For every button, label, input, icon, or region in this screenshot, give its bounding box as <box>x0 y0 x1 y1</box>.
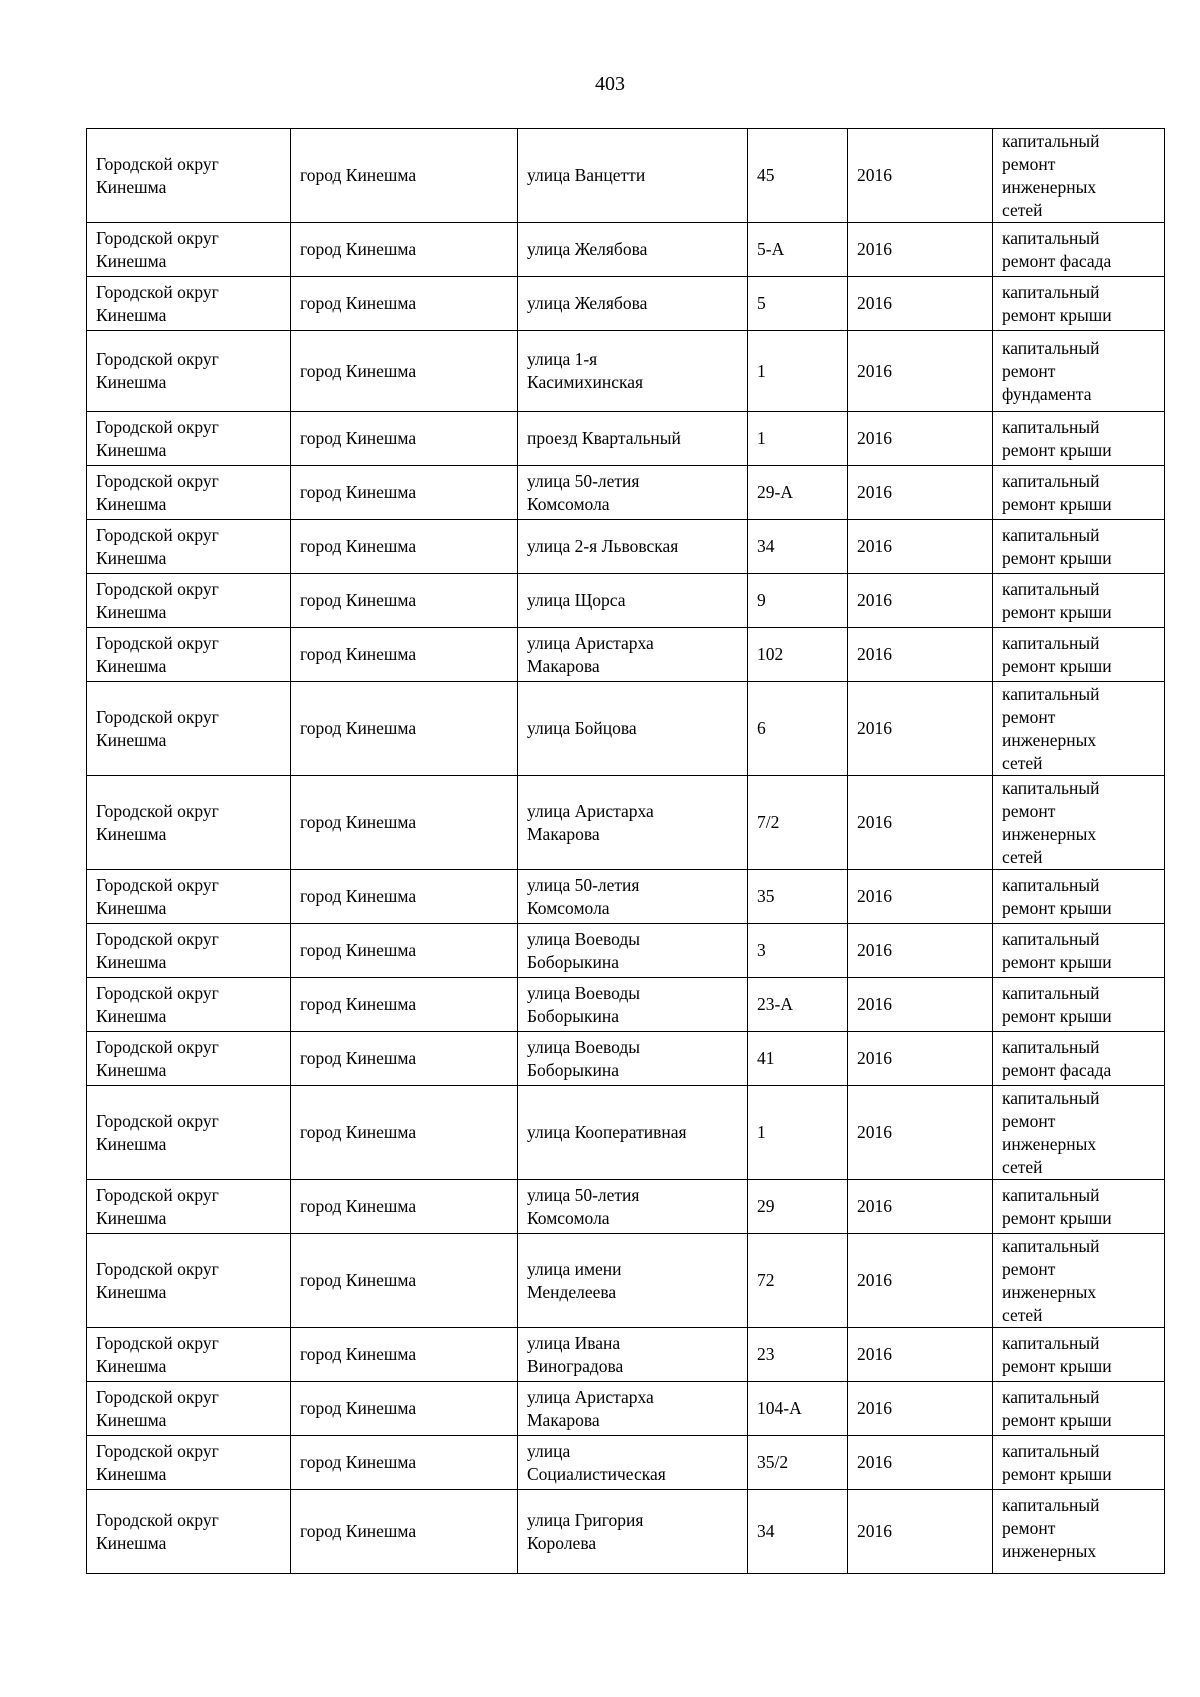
work-type-cell: капитальный ремонт крыши <box>993 574 1165 628</box>
year-cell: 2016 <box>848 1436 993 1490</box>
year-cell: 2016 <box>848 870 993 924</box>
table-row <box>87 1086 1165 1180</box>
settlement-cell: город Кинешма <box>291 628 518 682</box>
work-type-cell: капитальный ремонт крыши <box>993 1436 1165 1490</box>
house-number-cell: 1 <box>748 412 848 466</box>
house-number-cell: 23 <box>748 1328 848 1382</box>
work-type-cell: капитальный ремонт инженерных сетей <box>993 776 1165 870</box>
settlement-cell: город Кинешма <box>291 978 518 1032</box>
work-type-cell: капитальный ремонт крыши <box>993 412 1165 466</box>
year-cell: 2016 <box>848 1382 993 1436</box>
settlement-cell: город Кинешма <box>291 1086 518 1180</box>
table-row <box>87 223 1165 277</box>
year-cell: 2016 <box>848 466 993 520</box>
year-cell: 2016 <box>848 412 993 466</box>
table-row <box>87 776 1165 870</box>
work-type-cell: капитальный ремонт крыши <box>993 1180 1165 1234</box>
table-row <box>87 1180 1165 1234</box>
work-type-cell: капитальный ремонт крыши <box>993 1382 1165 1436</box>
settlement-cell: город Кинешма <box>291 1180 518 1234</box>
street-cell: улица Григория Королева <box>518 1490 748 1574</box>
year-cell: 2016 <box>848 331 993 412</box>
year-cell: 2016 <box>848 1086 993 1180</box>
work-type-cell: капитальный ремонт инженерных сетей <box>993 682 1165 776</box>
settlement-cell: город Кинешма <box>291 1032 518 1086</box>
street-cell: улица Щорса <box>518 574 748 628</box>
settlement-cell: город Кинешма <box>291 924 518 978</box>
house-number-cell: 23-А <box>748 978 848 1032</box>
work-type-cell: капитальный ремонт инженерных сетей <box>993 129 1165 223</box>
municipality-cell: Городской округ Кинешма <box>87 1382 291 1436</box>
street-cell: улица Воеводы Боборыкина <box>518 1032 748 1086</box>
settlement-cell: город Кинешма <box>291 776 518 870</box>
table-row <box>87 978 1165 1032</box>
municipality-cell: Городской округ Кинешма <box>87 1086 291 1180</box>
settlement-cell: город Кинешма <box>291 1328 518 1382</box>
house-number-cell: 6 <box>748 682 848 776</box>
municipality-cell: Городской округ Кинешма <box>87 628 291 682</box>
street-cell: улица Желябова <box>518 277 748 331</box>
work-type-cell: капитальный ремонт крыши <box>993 870 1165 924</box>
table-row <box>87 1382 1165 1436</box>
year-cell: 2016 <box>848 277 993 331</box>
table-row <box>87 1490 1165 1574</box>
municipality-cell: Городской округ Кинешма <box>87 776 291 870</box>
municipality-cell: Городской округ Кинешма <box>87 1328 291 1382</box>
settlement-cell: город Кинешма <box>291 1436 518 1490</box>
house-number-cell: 104-А <box>748 1382 848 1436</box>
street-cell: улица 1-я Касимихинская <box>518 331 748 412</box>
settlement-cell: город Кинешма <box>291 520 518 574</box>
settlement-cell: город Кинешма <box>291 682 518 776</box>
table-row <box>87 1032 1165 1086</box>
municipality-cell: Городской округ Кинешма <box>87 331 291 412</box>
house-number-cell: 9 <box>748 574 848 628</box>
table-row <box>87 412 1165 466</box>
table-row <box>87 870 1165 924</box>
street-cell: улица Аристарха Макарова <box>518 776 748 870</box>
settlement-cell: город Кинешма <box>291 223 518 277</box>
street-cell: улица Ивана Виноградова <box>518 1328 748 1382</box>
municipality-cell: Городской округ Кинешма <box>87 466 291 520</box>
table-row <box>87 574 1165 628</box>
house-number-cell: 34 <box>748 520 848 574</box>
municipality-cell: Городской округ Кинешма <box>87 870 291 924</box>
work-type-cell: капитальный ремонт крыши <box>993 628 1165 682</box>
table-row <box>87 1436 1165 1490</box>
municipality-cell: Городской округ Кинешма <box>87 1032 291 1086</box>
table-row <box>87 466 1165 520</box>
table-row <box>87 1234 1165 1328</box>
municipality-cell: Городской округ Кинешма <box>87 1436 291 1490</box>
year-cell: 2016 <box>848 1234 993 1328</box>
house-number-cell: 29-А <box>748 466 848 520</box>
table-row <box>87 277 1165 331</box>
house-number-cell: 41 <box>748 1032 848 1086</box>
municipality-cell: Городской округ Кинешма <box>87 1180 291 1234</box>
house-number-cell: 35 <box>748 870 848 924</box>
house-number-cell: 7/2 <box>748 776 848 870</box>
street-cell: улица 50-летия Комсомола <box>518 870 748 924</box>
year-cell: 2016 <box>848 574 993 628</box>
street-cell: улица Ванцетти <box>518 129 748 223</box>
work-type-cell: капитальный ремонт крыши <box>993 520 1165 574</box>
year-cell: 2016 <box>848 1490 993 1574</box>
house-number-cell: 45 <box>748 129 848 223</box>
year-cell: 2016 <box>848 129 993 223</box>
year-cell: 2016 <box>848 628 993 682</box>
housing-repair-table <box>86 128 1165 1574</box>
municipality-cell: Городской округ Кинешма <box>87 277 291 331</box>
house-number-cell: 35/2 <box>748 1436 848 1490</box>
work-type-cell: капитальный ремонт крыши <box>993 924 1165 978</box>
work-type-cell: капитальный ремонт крыши <box>993 978 1165 1032</box>
street-cell: улица Воеводы Боборыкина <box>518 978 748 1032</box>
work-type-cell: капитальный ремонт инженерных сетей <box>993 1234 1165 1328</box>
settlement-cell: город Кинешма <box>291 331 518 412</box>
table-row <box>87 520 1165 574</box>
municipality-cell: Городской округ Кинешма <box>87 520 291 574</box>
municipality-cell: Городской округ Кинешма <box>87 412 291 466</box>
house-number-cell: 29 <box>748 1180 848 1234</box>
house-number-cell: 1 <box>748 1086 848 1180</box>
year-cell: 2016 <box>848 520 993 574</box>
settlement-cell: город Кинешма <box>291 277 518 331</box>
street-cell: проезд Квартальный <box>518 412 748 466</box>
table-row <box>87 924 1165 978</box>
house-number-cell: 1 <box>748 331 848 412</box>
street-cell: улица Бойцова <box>518 682 748 776</box>
house-number-cell: 34 <box>748 1490 848 1574</box>
settlement-cell: город Кинешма <box>291 129 518 223</box>
house-number-cell: 5 <box>748 277 848 331</box>
year-cell: 2016 <box>848 1032 993 1086</box>
settlement-cell: город Кинешма <box>291 412 518 466</box>
table-row <box>87 1328 1165 1382</box>
municipality-cell: Городской округ Кинешма <box>87 223 291 277</box>
table-row <box>87 129 1165 223</box>
street-cell: улица имени Менделеева <box>518 1234 748 1328</box>
street-cell: улица Аристарха Макарова <box>518 628 748 682</box>
work-type-cell: капитальный ремонт крыши <box>993 466 1165 520</box>
work-type-cell: капитальный ремонт крыши <box>993 277 1165 331</box>
year-cell: 2016 <box>848 924 993 978</box>
year-cell: 2016 <box>848 223 993 277</box>
street-cell: улица 2-я Львовская <box>518 520 748 574</box>
work-type-cell: капитальный ремонт инженерных <box>993 1490 1165 1574</box>
work-type-cell: капитальный ремонт фасада <box>993 223 1165 277</box>
municipality-cell: Городской округ Кинешма <box>87 924 291 978</box>
municipality-cell: Городской округ Кинешма <box>87 1234 291 1328</box>
house-number-cell: 72 <box>748 1234 848 1328</box>
year-cell: 2016 <box>848 1328 993 1382</box>
house-number-cell: 102 <box>748 628 848 682</box>
settlement-cell: город Кинешма <box>291 466 518 520</box>
work-type-cell: капитальный ремонт крыши <box>993 1328 1165 1382</box>
page-number: 403 <box>595 73 625 95</box>
municipality-cell: Городской округ Кинешма <box>87 978 291 1032</box>
street-cell: улица Воеводы Боборыкина <box>518 924 748 978</box>
year-cell: 2016 <box>848 682 993 776</box>
settlement-cell: город Кинешма <box>291 1382 518 1436</box>
street-cell: улица 50-летия Комсомола <box>518 466 748 520</box>
table-row <box>87 628 1165 682</box>
street-cell: улица Желябова <box>518 223 748 277</box>
settlement-cell: город Кинешма <box>291 870 518 924</box>
street-cell: улица Социалистическая <box>518 1436 748 1490</box>
work-type-cell: капитальный ремонт фундамента <box>993 331 1165 412</box>
house-number-cell: 3 <box>748 924 848 978</box>
work-type-cell: капитальный ремонт фасада <box>993 1032 1165 1086</box>
municipality-cell: Городской округ Кинешма <box>87 574 291 628</box>
table-row <box>87 331 1165 412</box>
settlement-cell: город Кинешма <box>291 574 518 628</box>
street-cell: улица 50-летия Комсомола <box>518 1180 748 1234</box>
year-cell: 2016 <box>848 776 993 870</box>
table-row <box>87 682 1165 776</box>
year-cell: 2016 <box>848 1180 993 1234</box>
settlement-cell: город Кинешма <box>291 1234 518 1328</box>
municipality-cell: Городской округ Кинешма <box>87 129 291 223</box>
street-cell: улица Кооперативная <box>518 1086 748 1180</box>
municipality-cell: Городской округ Кинешма <box>87 682 291 776</box>
year-cell: 2016 <box>848 978 993 1032</box>
street-cell: улица Аристарха Макарова <box>518 1382 748 1436</box>
municipality-cell: Городской округ Кинешма <box>87 1490 291 1574</box>
settlement-cell: город Кинешма <box>291 1490 518 1574</box>
house-number-cell: 5-А <box>748 223 848 277</box>
work-type-cell: капитальный ремонт инженерных сетей <box>993 1086 1165 1180</box>
